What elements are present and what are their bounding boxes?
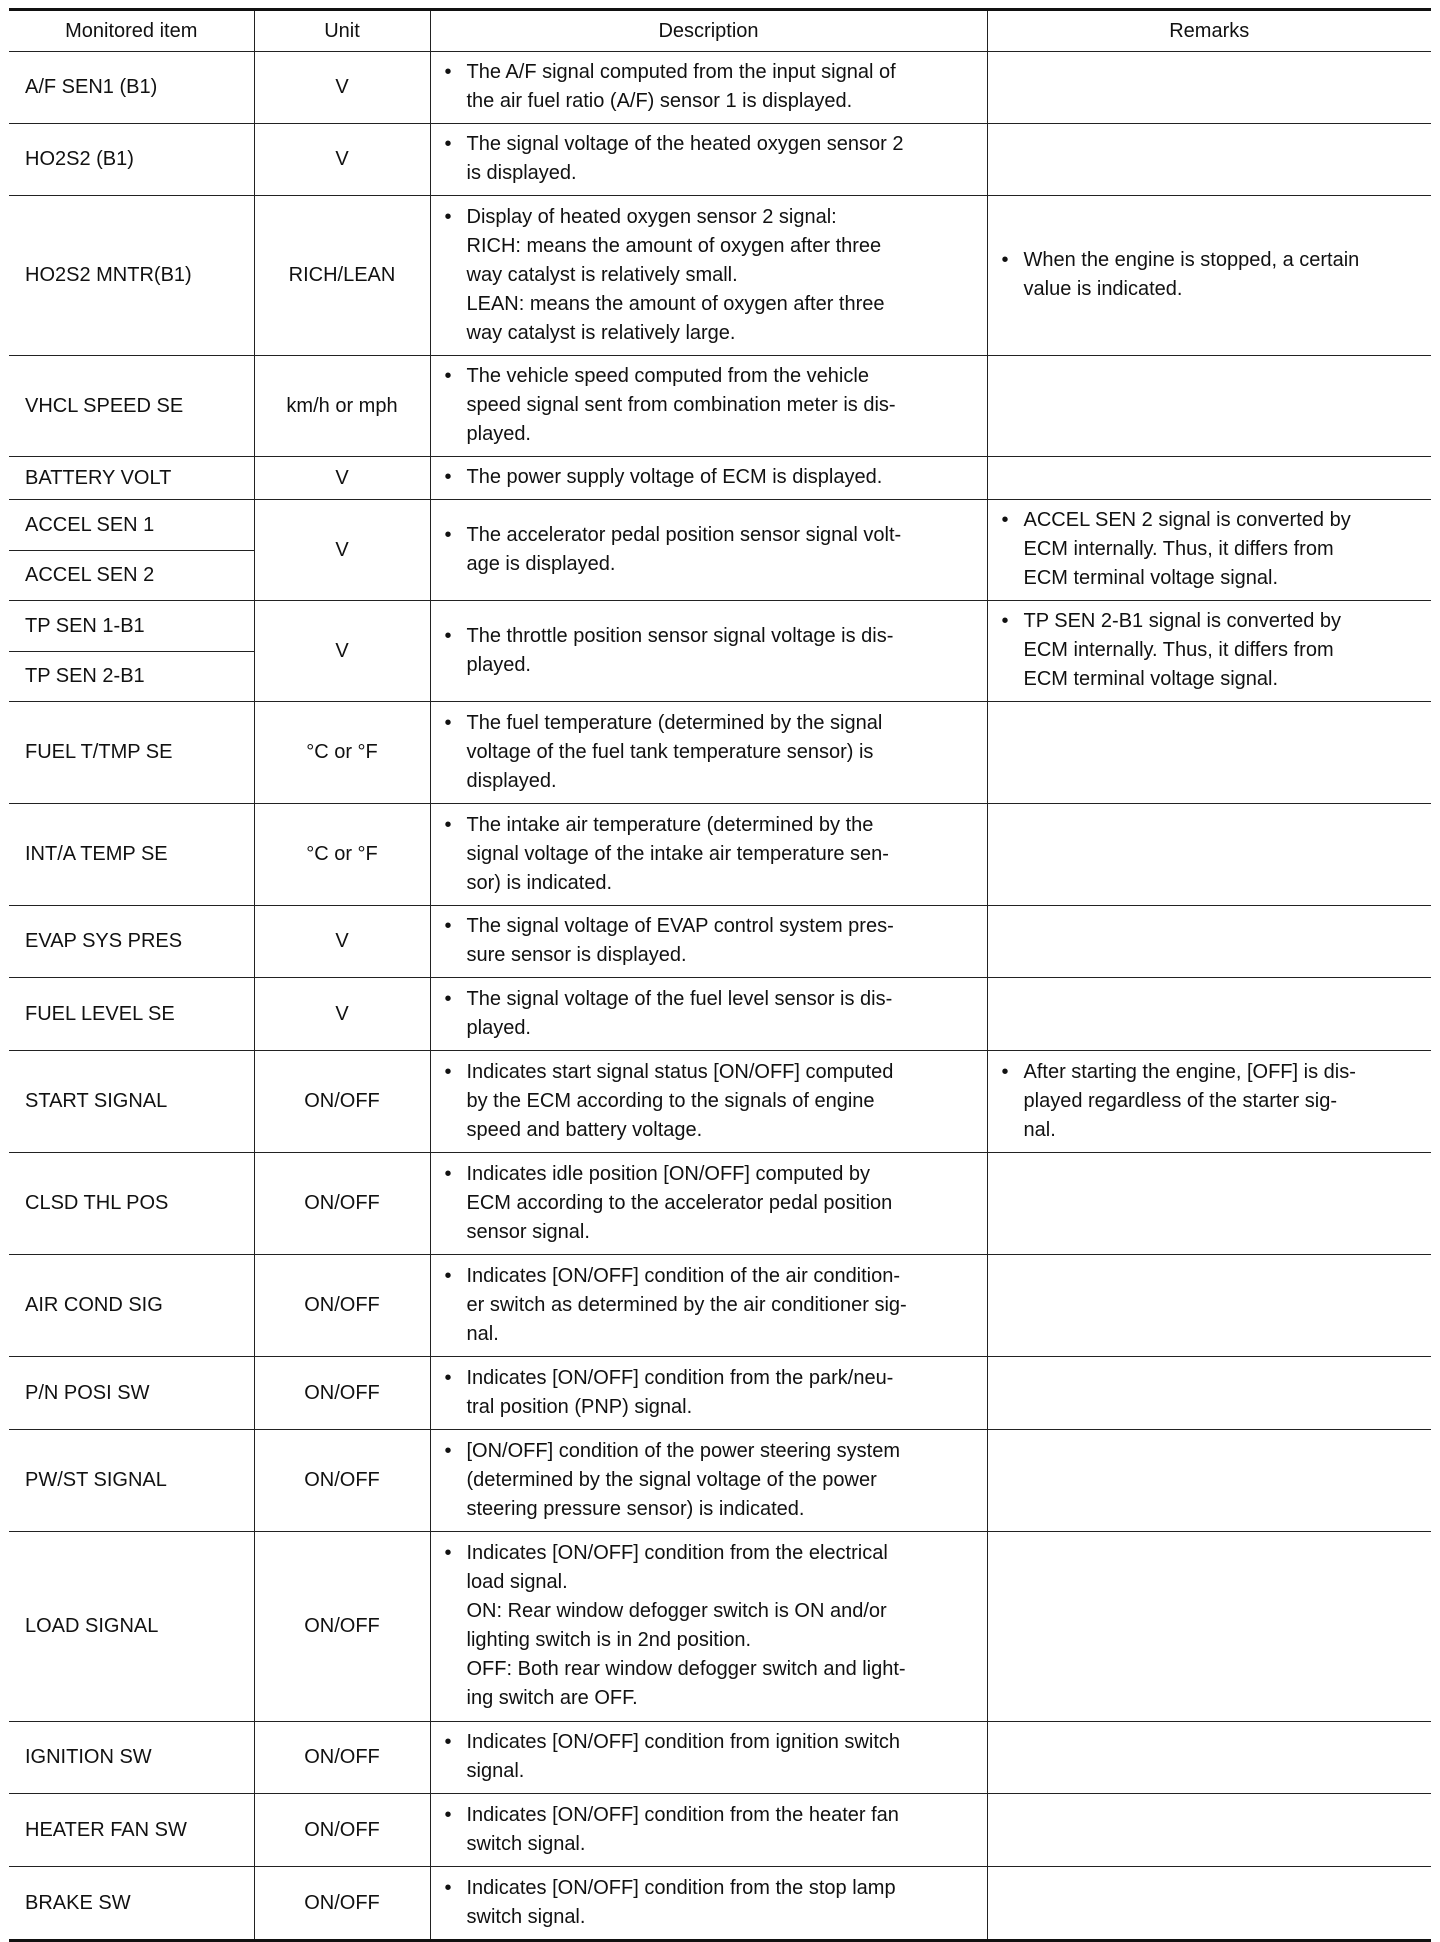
text-line: steering pressure sensor) is indicated. xyxy=(466,1497,805,1520)
text-line: ECM internally. Thus, it differs from xyxy=(1023,538,1334,560)
text-line: ON: Rear window defogger switch is ON and/or xyxy=(466,1600,887,1622)
text-line: ECM internally. Thus, it differs from xyxy=(1023,639,1334,661)
unit-cell: ON/OFF xyxy=(254,1357,430,1430)
header-description: Description xyxy=(430,10,987,52)
header-unit: Unit xyxy=(254,10,430,52)
unit-cell: V xyxy=(254,500,430,601)
remarks-cell xyxy=(987,1430,1431,1532)
text-line: ACCEL SEN 2 signal is converted by xyxy=(1023,509,1351,531)
text-line: The accelerator pedal position sensor signal volt- xyxy=(466,523,902,546)
description-cell xyxy=(430,356,987,457)
bullet-dot: • xyxy=(444,711,452,734)
bullet-dot: • xyxy=(444,523,452,546)
text-line: The signal voltage of the heated oxygen sensor 2 xyxy=(466,133,904,155)
description-bullet-text xyxy=(467,521,979,579)
remarks-cell xyxy=(987,1051,1431,1153)
text-line: The vehicle speed computed from the vehicle xyxy=(466,365,869,387)
text-line: signal voltage of the intake air temperature sen- xyxy=(466,842,889,865)
table-row xyxy=(9,196,1431,356)
text-line: [ON/OFF] condition of the power steering system xyxy=(466,1439,901,1462)
monitored-item-cell: TP SEN 1-B1 xyxy=(9,601,254,652)
description-bullet-text xyxy=(467,1437,979,1524)
description-cell xyxy=(430,978,987,1051)
text-line: signal. xyxy=(466,1760,525,1782)
text-line: played. xyxy=(466,653,531,676)
text-line: load signal. xyxy=(466,1571,568,1593)
monitored-item-cell: IGNITION SW xyxy=(9,1722,254,1794)
text-line: switch signal. xyxy=(466,1905,586,1928)
description-cell xyxy=(430,1794,987,1867)
text-line: The throttle position sensor signal voltage is dis- xyxy=(466,624,894,647)
text-line: switch signal. xyxy=(466,1832,586,1855)
header-monitored-item: Monitored item xyxy=(9,10,254,52)
description-cell xyxy=(430,804,987,906)
bullet-dot: • xyxy=(444,1876,452,1899)
description-bullet-text xyxy=(467,1058,979,1145)
unit-cell: V xyxy=(254,906,430,978)
table-row xyxy=(9,1532,1431,1722)
text-line: When the engine is stopped, a certain xyxy=(1023,249,1360,271)
text-line: RICH: means the amount of oxygen after three xyxy=(466,234,882,257)
bullet-dot: • xyxy=(444,1439,452,1462)
table-body xyxy=(9,52,1431,1941)
remarks-cell xyxy=(987,356,1431,457)
unit-cell: ON/OFF xyxy=(254,1794,430,1867)
text-line: nal. xyxy=(466,1322,499,1345)
monitored-item-cell: FUEL T/TMP SE xyxy=(9,702,254,804)
text-line: way catalyst is relatively large. xyxy=(466,321,736,344)
text-line: The signal voltage of EVAP control system pres- xyxy=(466,915,894,937)
table-row xyxy=(9,1430,1431,1532)
description-cell xyxy=(430,1867,987,1941)
text-line: sure sensor is displayed. xyxy=(466,944,687,966)
monitored-item-cell: CLSD THL POS xyxy=(9,1153,254,1255)
text-line: LEAN: means the amount of oxygen after three xyxy=(466,292,885,315)
remarks-cell xyxy=(987,457,1431,500)
text-line: Indicates [ON/OFF] condition from the stop lamp xyxy=(466,1876,896,1899)
description-bullet xyxy=(445,130,979,188)
table-row xyxy=(9,1357,1431,1430)
description-bullet-text xyxy=(467,1539,979,1713)
table-row xyxy=(9,500,1431,551)
monitored-item-cell: TP SEN 2-B1 xyxy=(9,652,254,702)
description-bullet-text xyxy=(467,811,979,898)
text-line: ECM according to the accelerator pedal position xyxy=(466,1191,893,1214)
description-bullet xyxy=(445,1728,979,1786)
text-line: voltage of the fuel tank temperature sensor) is xyxy=(466,740,874,763)
text-line: played. xyxy=(466,1016,531,1039)
text-line: Indicates [ON/OFF] condition of the air condition- xyxy=(466,1264,901,1287)
remarks-bullet xyxy=(1002,246,1424,304)
text-line: Indicates idle position [ON/OFF] computed by xyxy=(466,1162,871,1185)
description-bullet-text xyxy=(467,203,979,348)
description-bullet xyxy=(445,622,979,680)
bullet-dot: • xyxy=(444,1542,452,1564)
description-cell xyxy=(430,1532,987,1722)
monitored-item-cell: HO2S2 (B1) xyxy=(9,124,254,196)
description-bullet-text xyxy=(467,1801,979,1859)
unit-cell: °C or °F xyxy=(254,702,430,804)
text-line: Indicates [ON/OFF] condition from the park/neu- xyxy=(466,1366,894,1389)
description-bullet xyxy=(445,912,979,970)
text-line: The power supply voltage of ECM is displayed. xyxy=(466,466,883,488)
text-line: sor) is indicated. xyxy=(466,871,613,894)
remarks-bullet xyxy=(1002,1058,1424,1145)
bullet-dot: • xyxy=(444,1731,452,1753)
description-bullet-text xyxy=(467,1262,979,1349)
description-bullet xyxy=(445,463,979,492)
unit-cell: V xyxy=(254,978,430,1051)
description-cell xyxy=(430,124,987,196)
remarks-cell xyxy=(987,1153,1431,1255)
description-bullet xyxy=(445,1058,979,1145)
text-line: tral position (PNP) signal. xyxy=(466,1395,693,1418)
remarks-cell xyxy=(987,1532,1431,1722)
description-cell xyxy=(430,1051,987,1153)
description-cell xyxy=(430,196,987,356)
description-cell xyxy=(430,1430,987,1532)
remarks-cell xyxy=(987,52,1431,124)
remarks-cell xyxy=(987,906,1431,978)
text-line: is displayed. xyxy=(466,162,577,184)
bullet-dot: • xyxy=(1001,509,1009,531)
remarks-cell xyxy=(987,601,1431,702)
text-line: er switch as determined by the air conditioner sig- xyxy=(466,1293,907,1316)
bullet-dot: • xyxy=(444,1264,452,1287)
monitor-item-document xyxy=(9,8,1431,1942)
text-line: (determined by the signal voltage of the power xyxy=(466,1468,877,1491)
bullet-dot: • xyxy=(1001,249,1009,271)
description-bullet-text xyxy=(467,709,979,796)
unit-cell: V xyxy=(254,601,430,702)
bullet-dot: • xyxy=(444,1162,452,1185)
description-bullet-text xyxy=(467,1160,979,1247)
monitored-item-cell: EVAP SYS PRES xyxy=(9,906,254,978)
monitored-item-cell: A/F SEN1 (B1) xyxy=(9,52,254,124)
table-row xyxy=(9,457,1431,500)
remarks-cell xyxy=(987,1357,1431,1430)
table-row xyxy=(9,906,1431,978)
description-cell xyxy=(430,52,987,124)
bullet-dot: • xyxy=(1001,1060,1009,1083)
description-bullet xyxy=(445,58,979,116)
description-bullet-text xyxy=(467,58,979,116)
monitored-item-cell: BATTERY VOLT xyxy=(9,457,254,500)
description-bullet xyxy=(445,1437,979,1524)
text-line: speed signal sent from combination meter is dis- xyxy=(466,394,896,416)
unit-cell: ON/OFF xyxy=(254,1430,430,1532)
description-bullet-text xyxy=(467,463,979,492)
unit-cell: ON/OFF xyxy=(254,1867,430,1941)
description-bullet-text xyxy=(467,985,979,1043)
description-cell xyxy=(430,601,987,702)
remarks-bullet-text xyxy=(1024,506,1424,593)
description-bullet-text xyxy=(467,130,979,188)
description-bullet xyxy=(445,1364,979,1422)
description-bullet-text xyxy=(467,1364,979,1422)
description-bullet xyxy=(445,1160,979,1247)
table-row xyxy=(9,52,1431,124)
unit-cell: ON/OFF xyxy=(254,1051,430,1153)
bullet-dot: • xyxy=(444,61,452,83)
text-line: Indicates [ON/OFF] condition from ignition switch xyxy=(466,1731,900,1753)
table-row xyxy=(9,1153,1431,1255)
description-cell xyxy=(430,1255,987,1357)
monitored-item-cell: PW/ST SIGNAL xyxy=(9,1430,254,1532)
monitored-item-cell: HEATER FAN SW xyxy=(9,1794,254,1867)
remarks-cell xyxy=(987,1255,1431,1357)
description-cell xyxy=(430,500,987,601)
text-line: way catalyst is relatively small. xyxy=(466,263,738,286)
monitored-item-cell: P/N POSI SW xyxy=(9,1357,254,1430)
remarks-bullet-text xyxy=(1024,607,1424,694)
description-bullet-text xyxy=(467,1874,979,1932)
text-line: After starting the engine, [OFF] is dis- xyxy=(1023,1060,1356,1083)
text-line: nal. xyxy=(1023,1118,1056,1141)
monitored-item-cell: INT/A TEMP SE xyxy=(9,804,254,906)
unit-cell: ON/OFF xyxy=(254,1532,430,1722)
description-bullet xyxy=(445,1262,979,1349)
bullet-dot: • xyxy=(444,365,452,387)
table-row xyxy=(9,1255,1431,1357)
remarks-cell xyxy=(987,1794,1431,1867)
text-line: displayed. xyxy=(466,769,557,792)
text-line: ECM terminal voltage signal. xyxy=(1023,668,1279,690)
unit-cell: ON/OFF xyxy=(254,1255,430,1357)
unit-cell: °C or °F xyxy=(254,804,430,906)
text-line: TP SEN 2-B1 signal is converted by xyxy=(1023,610,1342,632)
text-line: played. xyxy=(466,423,531,445)
text-line: OFF: Both rear window defogger switch and light- xyxy=(466,1658,906,1680)
remarks-cell xyxy=(987,702,1431,804)
bullet-dot: • xyxy=(1001,610,1009,632)
unit-cell: ON/OFF xyxy=(254,1153,430,1255)
text-line: age is displayed. xyxy=(466,552,616,575)
text-line: lighting switch is in 2nd position. xyxy=(466,1629,752,1651)
table-row xyxy=(9,978,1431,1051)
bullet-dot: • xyxy=(444,987,452,1010)
description-bullet xyxy=(445,709,979,796)
table-row xyxy=(9,1051,1431,1153)
table-row xyxy=(9,601,1431,652)
monitored-item-cell: START SIGNAL xyxy=(9,1051,254,1153)
text-line: The A/F signal computed from the input signal of xyxy=(466,61,896,83)
bullet-dot: • xyxy=(444,205,452,228)
monitored-item-cell: BRAKE SW xyxy=(9,1867,254,1941)
bullet-dot: • xyxy=(444,1803,452,1826)
description-bullet-text xyxy=(467,1728,979,1786)
table-row xyxy=(9,804,1431,906)
unit-cell: RICH/LEAN xyxy=(254,196,430,356)
unit-cell: ON/OFF xyxy=(254,1722,430,1794)
remarks-cell xyxy=(987,1722,1431,1794)
unit-cell: V xyxy=(254,457,430,500)
description-bullet xyxy=(445,203,979,348)
description-bullet xyxy=(445,1801,979,1859)
remarks-cell xyxy=(987,1867,1431,1941)
remarks-bullet-text xyxy=(1024,246,1424,304)
remarks-cell xyxy=(987,804,1431,906)
description-cell xyxy=(430,1722,987,1794)
text-line: value is indicated. xyxy=(1023,278,1183,300)
text-line: The fuel temperature (determined by the signal xyxy=(466,711,883,734)
table-row xyxy=(9,1867,1431,1941)
text-line: ECM terminal voltage signal. xyxy=(1023,567,1279,589)
description-bullet-text xyxy=(467,912,979,970)
text-line: played regardless of the starter sig- xyxy=(1023,1089,1337,1112)
text-line: by the ECM according to the signals of engine xyxy=(466,1089,875,1112)
table-row xyxy=(9,1794,1431,1867)
header-remarks: Remarks xyxy=(987,10,1431,52)
unit-cell: km/h or mph xyxy=(254,356,430,457)
unit-cell: V xyxy=(254,52,430,124)
monitored-item-cell: ACCEL SEN 2 xyxy=(9,551,254,601)
description-bullet xyxy=(445,362,979,449)
remarks-cell xyxy=(987,124,1431,196)
remarks-cell xyxy=(987,500,1431,601)
monitored-item-cell: VHCL SPEED SE xyxy=(9,356,254,457)
monitored-item-cell: FUEL LEVEL SE xyxy=(9,978,254,1051)
remarks-bullet-text xyxy=(1024,1058,1424,1145)
remarks-cell xyxy=(987,978,1431,1051)
text-line: sensor signal. xyxy=(466,1220,590,1243)
description-cell xyxy=(430,702,987,804)
description-bullet xyxy=(445,1874,979,1932)
table-header xyxy=(9,10,1431,52)
table-row xyxy=(9,124,1431,196)
description-bullet-text xyxy=(467,362,979,449)
text-line: Indicates [ON/OFF] condition from the electrical xyxy=(466,1542,888,1564)
text-line: Display of heated oxygen sensor 2 signal: xyxy=(466,205,837,228)
bullet-dot: • xyxy=(444,466,452,488)
text-line: Indicates [ON/OFF] condition from the heater fan xyxy=(466,1803,899,1826)
bullet-dot: • xyxy=(444,1060,452,1083)
description-bullet-text xyxy=(467,622,979,680)
text-line: speed and battery voltage. xyxy=(466,1118,703,1141)
remarks-cell xyxy=(987,196,1431,356)
text-line: The signal voltage of the fuel level sensor is dis- xyxy=(466,987,893,1010)
table-row xyxy=(9,1722,1431,1794)
monitor-item-table xyxy=(9,8,1431,1942)
description-bullet xyxy=(445,1539,979,1713)
bullet-dot: • xyxy=(444,915,452,937)
description-bullet xyxy=(445,985,979,1043)
text-line: Indicates start signal status [ON/OFF] computed xyxy=(466,1060,894,1083)
text-line: ing switch are OFF. xyxy=(466,1687,638,1709)
description-cell xyxy=(430,1357,987,1430)
bullet-dot: • xyxy=(444,624,452,647)
monitored-item-cell: LOAD SIGNAL xyxy=(9,1532,254,1722)
description-cell xyxy=(430,906,987,978)
monitored-item-cell: AIR COND SIG xyxy=(9,1255,254,1357)
description-cell xyxy=(430,1153,987,1255)
description-bullet xyxy=(445,521,979,579)
description-cell xyxy=(430,457,987,500)
bullet-dot: • xyxy=(444,813,452,836)
monitored-item-cell: HO2S2 MNTR(B1) xyxy=(9,196,254,356)
bullet-dot: • xyxy=(444,1366,452,1389)
text-line: the air fuel ratio (A/F) sensor 1 is displayed. xyxy=(466,90,853,112)
bullet-dot: • xyxy=(444,133,452,155)
remarks-bullet xyxy=(1002,506,1424,593)
monitored-item-cell: ACCEL SEN 1 xyxy=(9,500,254,551)
table-row xyxy=(9,356,1431,457)
text-line: The intake air temperature (determined by the xyxy=(466,813,874,836)
description-bullet xyxy=(445,811,979,898)
unit-cell: V xyxy=(254,124,430,196)
remarks-bullet xyxy=(1002,607,1424,694)
table-row xyxy=(9,702,1431,804)
